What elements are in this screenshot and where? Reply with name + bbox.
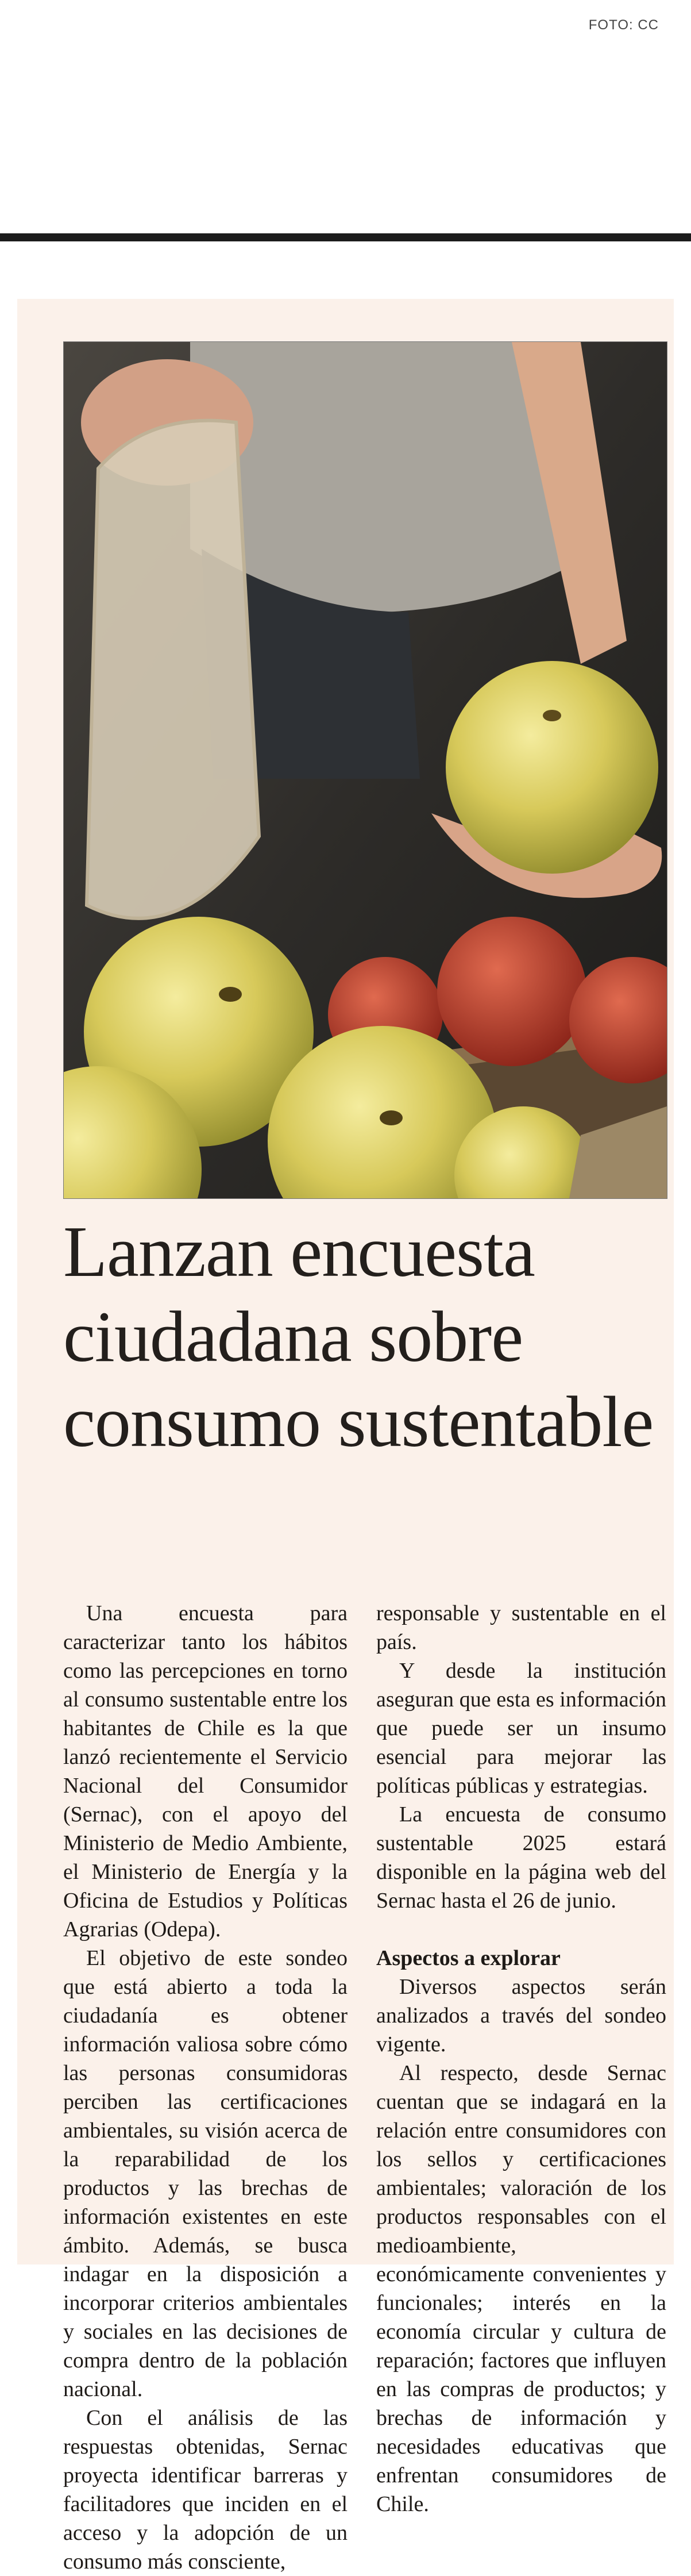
paragraph: responsable y sustentable en el país. <box>376 1601 666 1654</box>
paragraph: Diversos aspectos serán analizados a través del sondeo vigente. <box>376 1975 666 2056</box>
paragraph: Con el análisis de las respuestas obtenidas, Sernac proyecta identificar barreras y facilitadores que inciden en el acceso y la adopción de un consumo más consciente, <box>63 2406 348 2574</box>
section-rule <box>0 233 691 241</box>
paragraph: Una encuesta para caracterizar tanto los hábitos como las percepciones en torno al consumo sustentable entre los habitantes de Chile es la que lanzó recientemente el Servicio Nacional del Consumidor (Sernac), con el apoyo del Ministerio de Medio Ambiente, el Ministerio de Energía y la Oficina de Estudios y Políticas Agrarias (Odepa). <box>63 1601 348 1941</box>
article-column-left <box>63 1599 348 2576</box>
paragraph: Y desde la institución aseguran que esta es información que puede ser un insumo esencial para mejorar las políticas públicas y estrategias. <box>376 1659 666 1798</box>
paragraph: La encuesta de consumo sustentable 2025 estará disponible en la página web del Sernac hasta el 26 de junio. <box>376 1802 666 1913</box>
article-panel <box>17 299 674 2574</box>
paragraph: Al respecto, desde Sernac cuentan que se indagará en la relación entre consumidores con los sellos y certificaciones ambientales; valoración de los productos responsables con el medioambiente, económicamente convenientes y funcionales; interés en la economía circular y cultura de reparación; factores que influyen en las compras de productos; y brechas de información y necesidades educativas que enfrentan consumidores de Chile. <box>376 2061 666 2516</box>
photo-credit: FOTO: CC <box>588 17 659 33</box>
apple-photo-illustration <box>64 342 667 1198</box>
article-headline: Lanzan encuesta ciudadana sobre consumo sustentable <box>63 1212 654 1462</box>
article-column-right <box>376 1599 666 2519</box>
article-photo <box>63 341 667 1199</box>
paragraph: El objetivo de este sondeo que está abierto a toda la ciudadanía es obtener información valiosa sobre cómo las personas consumidoras perciben las certificaciones ambientales, su visión acerca de la reparabilidad de los productos y las brechas de información existentes en este ámbito. Además, se busca indagar en la disposición a incorporar criterios ambientales y sociales en las decisiones de compra dentro de la población nacional. <box>63 1946 348 2401</box>
article-subhead: Aspectos a explorar <box>376 1946 561 1970</box>
